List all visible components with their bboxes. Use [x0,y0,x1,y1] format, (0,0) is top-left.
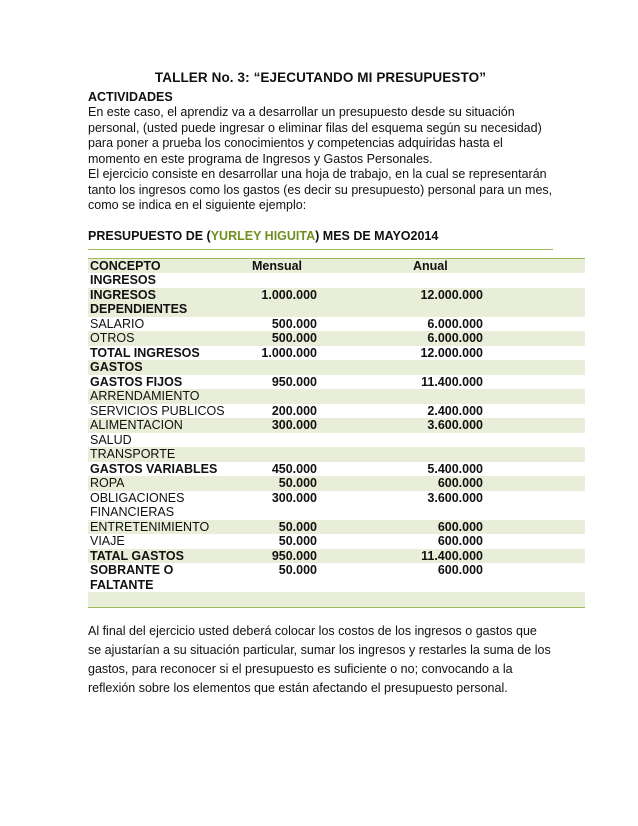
cell-monthly [242,520,399,535]
monthly-value: 950.000 [271,548,317,563]
budget-owner-name: YURLEY HIGUITA [210,228,316,243]
cell-annual [399,288,585,303]
cell-concept: TRANSPORTE [88,447,242,462]
monthly-value: 300.000 [271,490,317,505]
cell-monthly [242,346,399,361]
document-page [88,70,553,698]
annual-value: 11.400.000 [421,548,483,563]
cell-annual [399,491,585,520]
cell-concept: TOTAL INGRESOS [90,345,200,360]
cell-monthly [242,447,399,462]
annual-value: 600.000 [437,563,483,577]
cell-annual [399,592,585,608]
cell-concept: ROPA [88,476,242,491]
cell-annual [399,389,585,404]
activities-heading: ACTIVIDADES [88,90,173,104]
cell-concept: ENTRETENIMIENTO [88,520,242,535]
table-row [88,592,585,608]
cell-monthly [242,433,399,448]
cell-annual [399,360,585,375]
monthly-value: 500.000 [271,316,317,331]
cell-annual [399,534,585,549]
table-row [88,476,585,491]
table-row [88,360,585,375]
budget-title [88,229,553,249]
table-row [88,491,585,520]
table-row [88,375,585,390]
cell-concept: VIAJE [90,534,125,548]
cell-concept [88,592,242,608]
annual-value: 6.000.000 [427,331,483,345]
cell-concept: ARRENDAMIENTO [88,389,242,404]
budget-table [88,258,585,609]
table-row [88,447,585,462]
closing-paragraph: Al final del ejercicio usted deberá colocar los costos de los ingresos o gastos que se ajustarían a su situación particular, sumar los ingresos y restarles la suma de los gastos, para reconocer si el presupuesto es suficiente o no; convocando a la reflexión sobre los elementos que están afectando el presupuesto personal. [88,624,551,695]
cell-monthly [242,549,399,564]
intro-paragraph-1: En este caso, el aprendiz va a desarrollar un presupuesto desde su situación personal, (usted puede ingresar o eliminar filas del esquema según su necesidad) para poner a prueba los conocimientos y competencias adquiridas hasta el momento en este programa de Ingresos y Gastos Personales. [88,105,542,166]
cell-concept: ALIMENTACION [88,418,242,433]
table-row [88,520,585,535]
table-row [88,302,585,317]
cell-concept: GASTOS FIJOS [90,374,183,389]
table-row [88,462,585,477]
cell-concept: GASTOS [88,360,242,375]
annual-value: 3.600.000 [427,490,483,505]
header-concept: CONCEPTO [88,258,242,273]
table-row [88,288,585,303]
table-row [88,389,585,404]
table-row [88,563,585,592]
cell-concept: SERVICIOS PUBLICOS [90,403,225,418]
cell-annual [399,302,585,317]
annual-value: 600.000 [437,476,483,490]
cell-monthly [242,534,399,549]
budget-title-suffix: ) MES DE MAYO2014 [315,228,439,243]
budget-title-prefix: PRESUPUESTO DE ( [88,228,211,243]
monthly-value: 50.000 [278,519,317,534]
table-row [88,549,585,564]
cell-monthly [242,592,399,608]
annual-value: 12.000.000 [420,287,483,302]
annual-value: 3.600.000 [427,418,483,432]
cell-concept: DEPENDIENTES [88,302,242,317]
cell-annual [399,317,585,332]
annual-value: 5.400.000 [427,461,483,476]
cell-annual [399,433,585,448]
cell-monthly [242,563,399,592]
cell-monthly [242,273,399,288]
cell-concept: INGRESOS [88,288,242,303]
table-row [88,317,585,332]
header-monthly: Mensual [242,258,399,273]
intro-paragraph-2: El ejercicio consiste en desarrollar una hoja de trabajo, en la cual se representarán tanto los ingresos como los gastos (es decir su presupuesto) personal para un mes, como se indica en el siguiente ejemplo: [88,167,553,212]
table-row [88,433,585,448]
cell-concept: SOBRANTE O FALTANTE [90,563,174,592]
cell-monthly [242,491,399,520]
cell-annual [399,418,585,433]
monthly-value: 500.000 [271,331,317,345]
cell-monthly [242,288,399,303]
header-annual: Anual [399,258,585,273]
cell-concept: OBLIGACIONES FINANCIERAS [90,490,185,519]
cell-monthly [242,389,399,404]
table-row [88,273,585,288]
cell-monthly [242,462,399,477]
cell-annual [399,462,585,477]
monthly-value: 1.000.000 [261,345,317,360]
table-row [88,331,585,346]
cell-concept: SALUD [90,432,132,447]
intro-text [88,105,553,214]
title-rule [88,249,553,250]
cell-monthly [242,331,399,346]
monthly-value: 50.000 [278,476,317,490]
cell-annual [399,346,585,361]
cell-concept: GASTOS VARIABLES [90,461,218,476]
cell-annual [399,447,585,462]
cell-annual [399,563,585,592]
annual-value: 2.400.000 [427,403,483,418]
table-row [88,346,585,361]
cell-annual [399,476,585,491]
annual-value: 600.000 [437,519,483,534]
monthly-value: 950.000 [271,374,317,389]
monthly-value: 50.000 [278,563,317,577]
cell-monthly [242,375,399,390]
cell-annual [399,273,585,288]
table-header-row [88,258,585,273]
table-row [88,534,585,549]
cell-monthly [242,476,399,491]
monthly-value: 50.000 [278,534,317,548]
monthly-value: 1.000.000 [261,287,317,302]
cell-monthly [242,302,399,317]
annual-value: 12.000.000 [420,345,483,360]
cell-annual [399,404,585,419]
cell-concept: OTROS [88,331,242,346]
annual-value: 11.400.000 [421,374,483,389]
annual-value: 600.000 [437,534,483,548]
cell-annual [399,520,585,535]
cell-monthly [242,404,399,419]
cell-monthly [242,317,399,332]
cell-annual [399,549,585,564]
budget-table-body [88,258,585,608]
monthly-value: 450.000 [271,461,317,476]
annual-value: 6.000.000 [427,316,483,331]
monthly-value: 300.000 [271,418,317,432]
cell-annual [399,375,585,390]
cell-monthly [242,360,399,375]
cell-concept: TATAL GASTOS [88,549,242,564]
document-title: TALLER No. 3: “EJECUTANDO MI PRESUPUESTO” [154,70,487,85]
cell-concept: SALARIO [90,316,145,331]
table-row [88,404,585,419]
cell-concept: INGRESOS [90,273,156,287]
cell-monthly [242,418,399,433]
cell-annual [399,331,585,346]
table-row [88,418,585,433]
monthly-value: 200.000 [271,403,317,418]
